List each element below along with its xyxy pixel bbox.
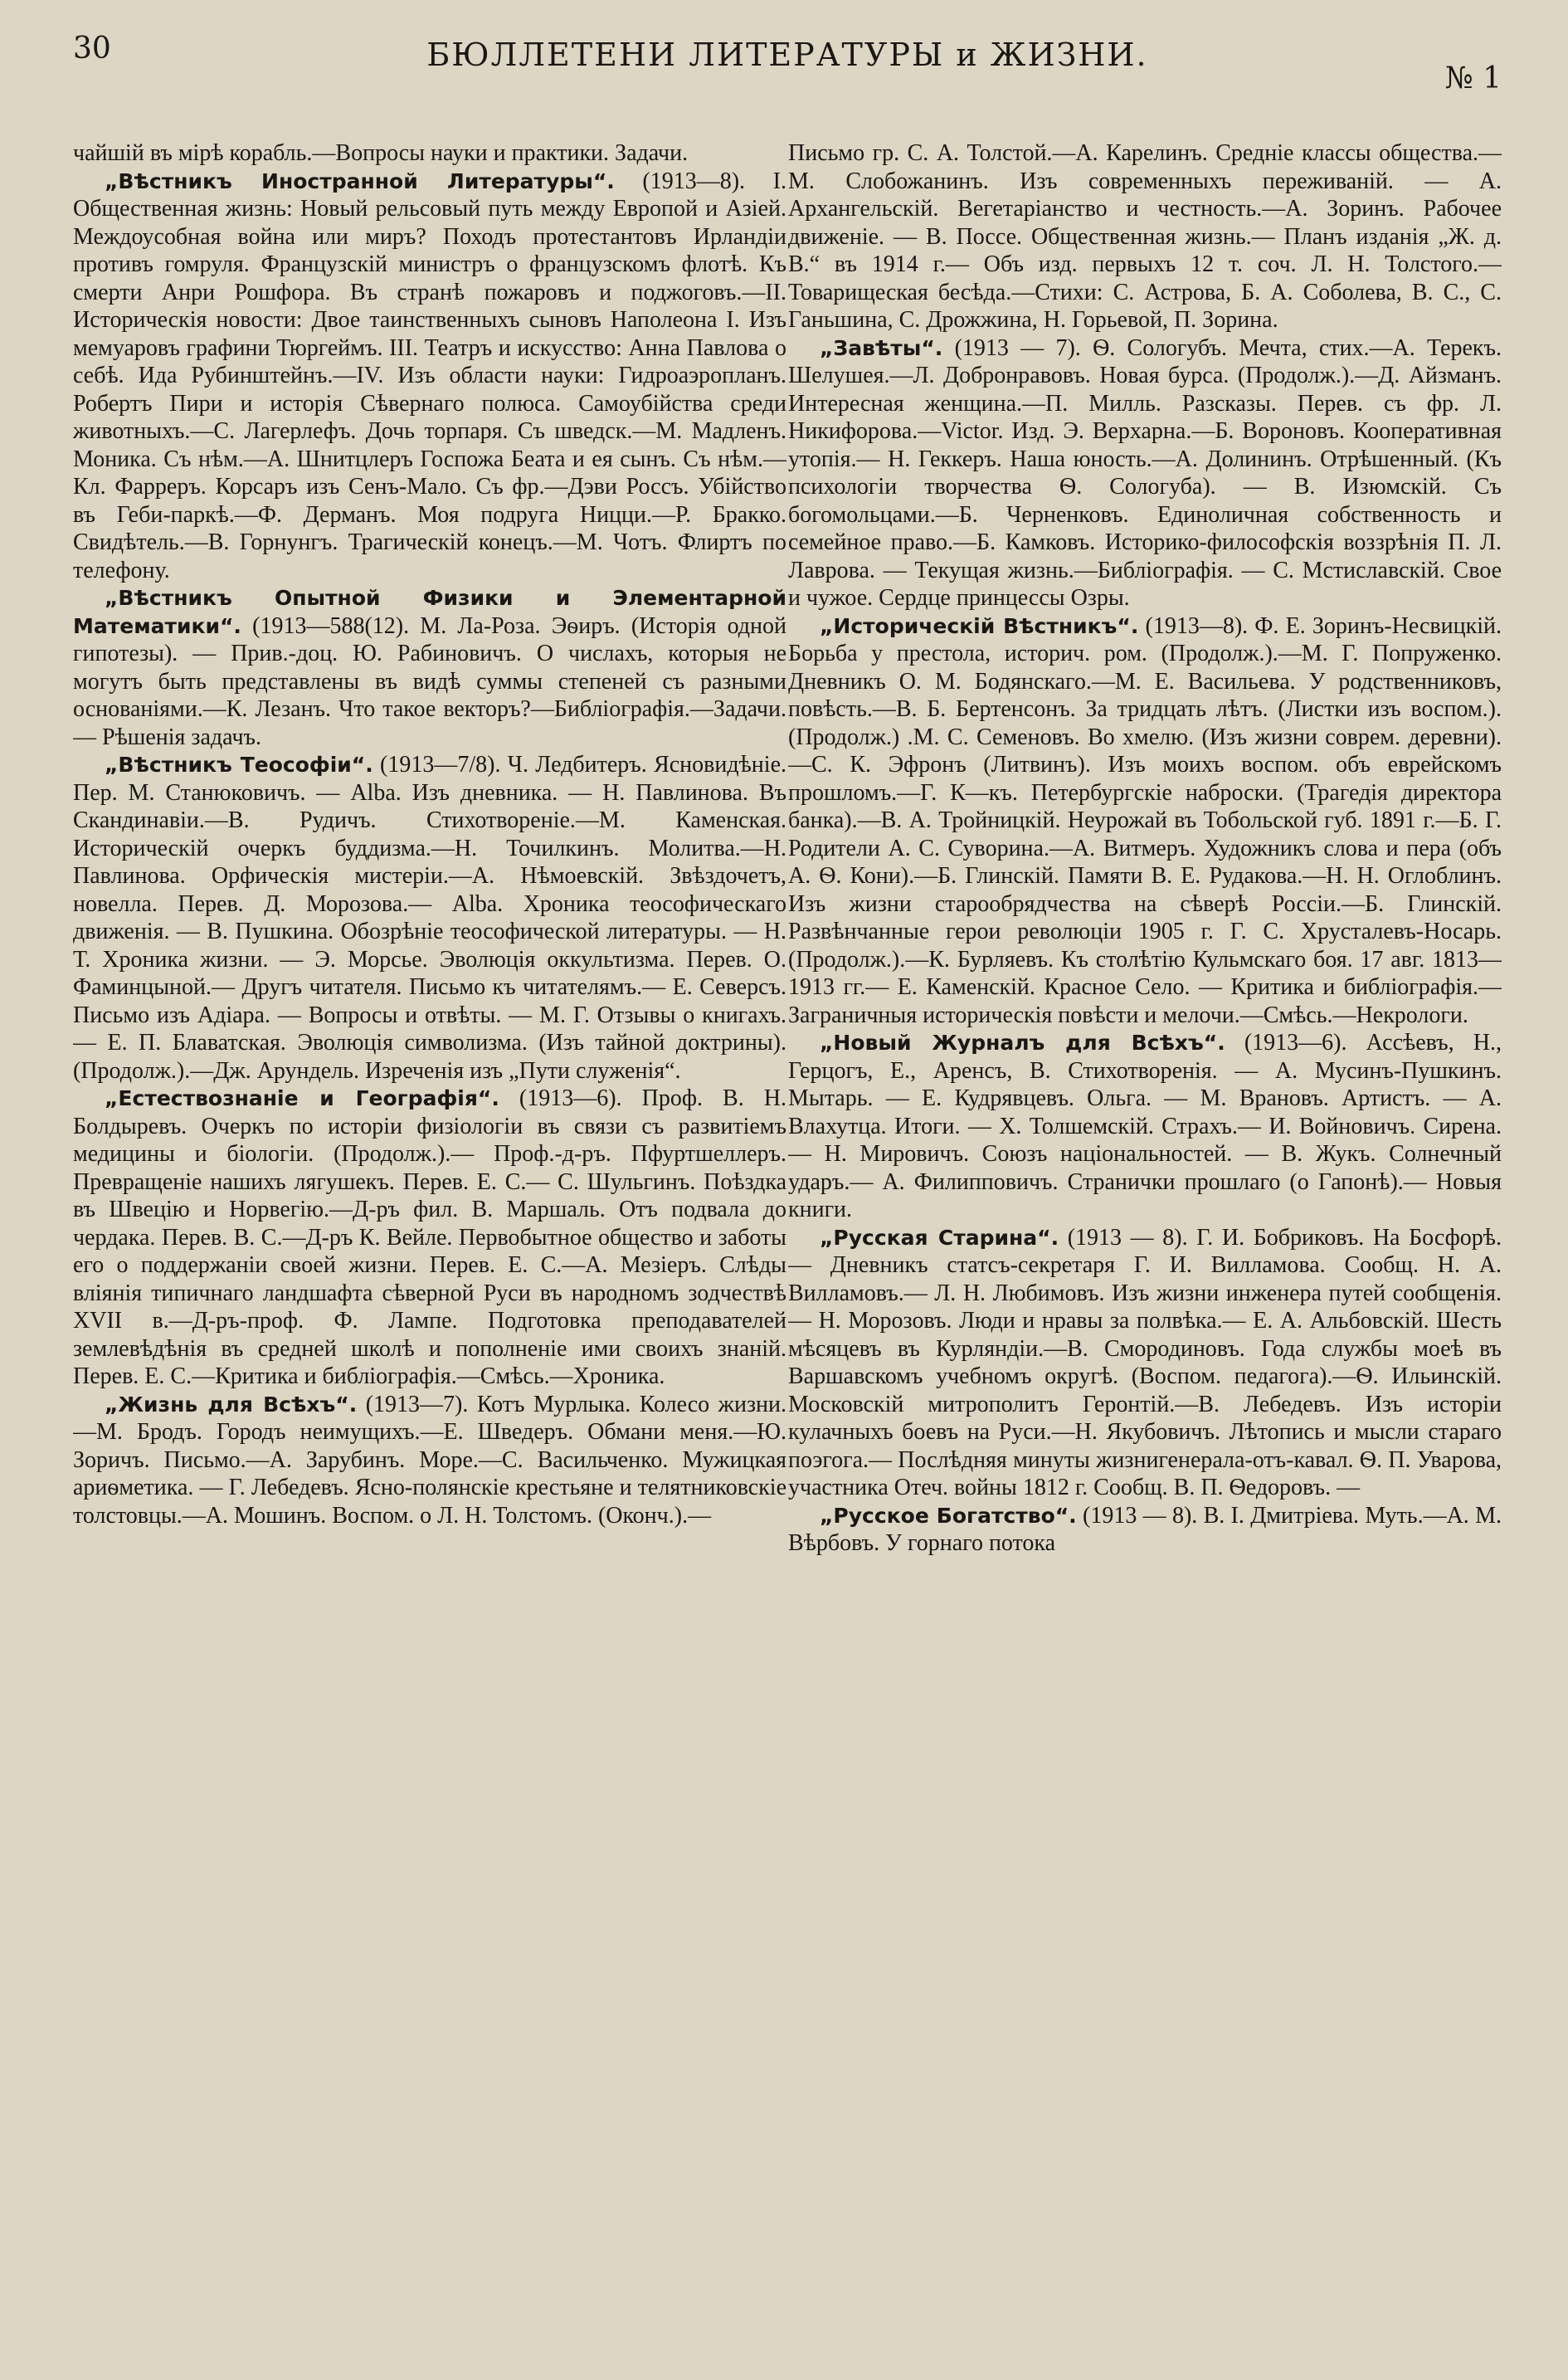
journal-entry <box>788 1029 1502 1224</box>
journal-title: „Русская Старина“. <box>820 1225 1059 1250</box>
journal-entry <box>788 1224 1502 1502</box>
entry-contents: (1913—7/8). Ч. Ледбитеръ. Ясновидѣніе. Пер. М. Станюковичъ. — Alba. Изъ дневника. — Н. Павлинова. Въ Скандинавіи.—В. Рудичъ. Стихотвореніе.—М. Каменская. Историческій очеркъ буддизма.—Н. Точилкинъ. Молитва.—Н. Павлинова. Орфическія мистеріи.—А. Нѣмоевскій. Звѣздочетъ, новелла. Перев. Д. Морозова.— Alba. Хроника теософическаго движенія. — В. Пушкина. Обозрѣніе теософической литературы. — Н. Т. Хроника жизни. — Э. Морсье. Эволюція оккультизма. Перев. О. Фаминцыной.— Другъ читателя. Письмо къ читателямъ.— Е. Северсъ. Письмо изъ Адіара. — Вопросы и отвѣты. — М. Г. Отзывы о книгахъ. — Е. П. Блаватская. Эволюція символизма. (Изъ тайной доктрины). (Продолж.).—Дж. Арундель. Изреченія изъ „Пути служенія“. <box>73 752 786 1084</box>
journal-entry <box>788 612 1502 1030</box>
issue-number: № 1 <box>1444 61 1502 95</box>
running-title: БЮЛЛЕТЕНИ ЛИТЕРАТУРЫ и ЖИЗНИ. <box>426 37 1148 73</box>
journal-entry <box>73 1391 786 1530</box>
entry-contents: (1913 — 8). Г. И. Бобриковъ. На Босфорѣ. — Дневникъ статсъ-секретаря Г. И. Вилламова. Сообщ. Н. А. Вилламовъ.— Л. Н. Любимовъ. Изъ жизни инженера путей сообщенія.— Н. Морозовъ. Люди и нравы за полвѣка.— Е. А. Альбовскій. Шесть мѣсяцевъ въ Курляндіи.—В. Смородиновъ. Года службы моеѣ въ Варшавскомъ учебномъ округѣ. (Воспом. педагога).—Ѳ. Ильинскій. Московскій митрополитъ Геронтій.—В. Лебедевъ. Изъ исторіи кулачныхъ боевъ на Руси.—Н. Якубовичъ. Лѣтопись и мысли стараго поэгога.— Послѣдняя минуты жизнигенерала-отъ-кавал. Ѳ. П. Уварова, участника Отеч. войны 1812 г. Сообщ. В. П. Ѳедоровъ. — <box>788 1224 1502 1500</box>
journal-title: „Русское Богатство“. <box>820 1503 1077 1528</box>
entry-contents: (1913 — 7). Ѳ. Сологубъ. Мечта, стих.—А. Терекъ. Шелушея.—Л. Добронравовъ. Новая бурса. (Продолж.).—Д. Айзманъ. Интересная женщина.—П. Милль. Разсказы. Перев. съ фр. Л. Никифорова.—Victor. Изд. Э. Верхарна.—Б. Вороновъ. Кооперативная утопія.— Н. Геккеръ. Наша юность.—А. Долининъ. Отрѣшенный. (Къ психологіи творчества Ѳ. Сологуба). — В. Изюмскій. Съ богомольцами.—Б. Черненковъ. Единоличная собственность и семейное право.—Б. Камковъ. Историко-философскія воззрѣнія П. Л. Лаврова. — Текущая жизнь.—Библіографія. — С. Мстиславскій. Свое и чужое. Сердце принцессы Озры. <box>788 334 1502 611</box>
journal-title: „Завѣты“. <box>820 335 943 360</box>
journal-title: „Историческій Вѣстникъ“. <box>820 613 1139 638</box>
journal-title: „Вѣстникъ Опытной Физики и Элементарной Математики“. <box>73 586 786 638</box>
entry-contents: (1913—8). I. Общественная жизнь: Новый рельсовый путь между Европой и Азіей. Междоусобная война или миръ? Походъ протестантовъ Ирландіи противъ гомруля. Французскій министръ о французскомъ флотѣ. Къ смерти Анри Рошфора. Въ странѣ пожаровъ и поджоговъ.—II. Историческія новости: Двое таинственныхъ сыновъ Наполеона I. Изъ мемуаровъ графини Тюргеймъ. III. Театръ и искусство: Анна Павлова о себѣ. Ида Рубинштейнъ.—IV. Изъ области науки: Гидроаэропланъ. Робертъ Пири и исторія Сѣвернаго полюса. Самоубійства среди животныхъ.—С. Лагерлефъ. Дочь торпаря. Съ шведск.—М. Мадленъ. Моника. Съ нѣм.—А. Шнитцлеръ Госпожа Беата и ея сынъ. Съ нѣм.—Кл. Фарреръ. Корсаръ изъ Сенъ-Мало. Съ фр.—Дэви Россъ. Убійство въ Геби-паркѣ.—Ф. Дерманъ. Моя подруга Ницци.—Р. Бракко. Свидѣтель.—В. Горнунгъ. Трагическій конецъ.—М. Чотъ. Флиртъ по телефону. <box>73 168 786 583</box>
entry-contents: (1913—8). Ф. Е. Зоринъ-Несвицкій. Борьба у престола, историч. ром. (Продолж.).—М. Г. Попруженко. Дневникъ О. М. Бодянскаго.—М. Е. Васильева. У родственниковъ, повѣсть.—В. Б. Бертенсонъ. За тридцать лѣтъ. (Листки изъ воспом.). (Продолж.) .М. С. Семеновъ. Во хмелю. (Изъ жизни соврем. деревни).—С. К. Эфронъ (Литвинъ). Изъ моихъ воспом. объ еврейскомъ прошломъ.—Г. К—къ. Петербургскіе наброски. (Трагедія директора банка).—В. А. Тройницкій. Неурожай въ Тобольской губ. 1891 г.—Б. Г. Родители А. С. Суворина.—А. Витмеръ. Художникъ слова и пера (объ А. Ѳ. Кони).—Б. Глинскій. Памяти В. Е. Рудакова.—Н. Н. Оглоблинъ. Изъ жизни старообрядчества на сѣверѣ Россіи.—Б. Глинскій. Развѣнчанные герои революціи 1905 г. Г. С. Хрусталевъ-Носарь. (Продолж.).—К. Бурляевъ. Къ столѣтію Кульмскаго боя. 17 авг. 1813—1913 гг.— Е. Каменскій. Красное Село. — Критика и библіографія.— Заграничныя историческія повѣсти и мелочи.—Смѣсь.—Некрологи. <box>788 612 1502 1028</box>
page-number: 30 <box>73 32 111 66</box>
journal-entry <box>73 584 786 751</box>
journal-title: „Естествознаніе и Географія“. <box>105 1086 499 1110</box>
journal-entry <box>73 168 786 585</box>
journal-title: „Вѣстникъ Иностранной Литературы“. <box>105 168 615 193</box>
entry-contents: (1913—7). Котъ Мурлыка. Колесо жизни.—М. Бродъ. Городъ неимущихъ.—Е. Шведеръ. Обмани меня.—Ю. Зоричъ. Письмо.—А. Зарубинъ. Море.—С. Васильченко. Мужицкая ариѳметика. — Г. Лебедевъ. Ясно-полянскіе крестьяне и телятниковскіе толстовцы.—А. Мошинъ. Воспом. о Л. Н. Толстомъ. (Оконч.).— <box>73 1391 786 1529</box>
journal-title: „Новый Журналъ для Всѣхъ“. <box>820 1031 1225 1055</box>
entry-contents: чайшій въ мірѣ корабль.—Вопросы науки и практики. Задачи. <box>73 140 689 166</box>
journal-entry <box>788 334 1502 612</box>
entry-continuation <box>788 139 1502 334</box>
journal-entry <box>73 751 786 1085</box>
journal-entry <box>788 1502 1502 1558</box>
journal-title: „Жизнь для Всѣхъ“. <box>105 1392 358 1417</box>
entry-contents: (1913—6). Проф. В. Н. Болдыревъ. Очеркъ по исторіи физіологіи въ связи съ развитіемъ медицины и біологіи. (Продолж.).— Проф.-д-ръ. Пфуртшеллеръ. Превращеніе нашихъ лягушекъ. Перев. Е. С.— С. Шульгинъ. Поѣздка въ Швецію и Норвегію.—Д-ръ фил. В. Маршаль. Отъ подвала до чердака. Перев. В. С.—Д-ръ К. Вейле. Первобытное общество и заботы его о поддержаніи своей жизни. Перев. Е. С.—А. Мезіеръ. Слѣды вліянія типичнаго ландшафта сѣверной Руси въ народномъ зодчествѣ XVII в.—Д-ръ-проф. Ф. Лампе. Подготовка преподавателей землевѣдѣнія въ средней школѣ и пополненіе ими своихъ знаній. Перев. Е. С.—Критика и библіографія.—Смѣсь.—Хроника. <box>73 1085 786 1389</box>
left-column <box>73 139 786 2380</box>
entry-contents: (1913 — 8). В. І. Дмитріева. Муть.—А. М. Вѣрбовъ. У горнаго потока <box>788 1502 1502 1556</box>
entry-contents: Письмо гр. С. А. Толстой.—А. Карелинъ. Среднiе классы общества.—М. Слобожанинъ. Изъ современныхъ переживаній. — А. Архангельскій. Вегетаріанство и честность.—А. Зоринъ. Рабочее движеніе. — В. Поссе. Общественная жизнь.— Планъ изданія „Ж. д. В.“ въ 1914 г.— Объ изд. первыхъ 12 т. соч. Л. Н. Толстого.—Товарищеская бесѣда.—Стихи: С. Астрова, Б. А. Соболева, В. С., С. Ганьшина, С. Дрожжина, Н. Горьевой, П. Зорина. <box>788 140 1502 333</box>
journal-entry <box>73 1085 786 1391</box>
two-column-body <box>73 139 1502 2380</box>
entry-continuation <box>73 139 786 168</box>
right-column <box>788 139 1502 2380</box>
running-header <box>73 25 1502 95</box>
journal-title: „Вѣстникъ Теософіи“. <box>105 753 373 777</box>
entry-contents: (1913—588(12). М. Ла-Роза. Эѳиръ. (Исторія одной гипотезы). — Прив.-доц. Ю. Рабиновичъ. О числахъ, которыя не могутъ быть представлены въ видѣ суммы степеней съ разными основаніями.—К. Лезанъ. Что такое векторъ?—Библіографія.—Задачи.— Рѣшенія задачъ. <box>73 612 786 750</box>
entry-contents: (1913—6). Ассѣевъ, Н., Герцогъ, Е., Аренсъ, В. Стихотворенія. — А. Мусинъ-Пушкинъ. Мытарь. — Е. Кудрявцевъ. Ольга. — М. Врановъ. Артистъ. — А. Влахутца. Итоги. — Х. Толшемскій. Страхъ.— И. Войновичъ. Сирена.— Н. Мировичъ. Союзъ національностей. — В. Жукъ. Солнечный ударъ.— А. Филипповичъ. Странички прошлаго (о Гапонѣ).— Новыя книги. <box>788 1030 1502 1222</box>
